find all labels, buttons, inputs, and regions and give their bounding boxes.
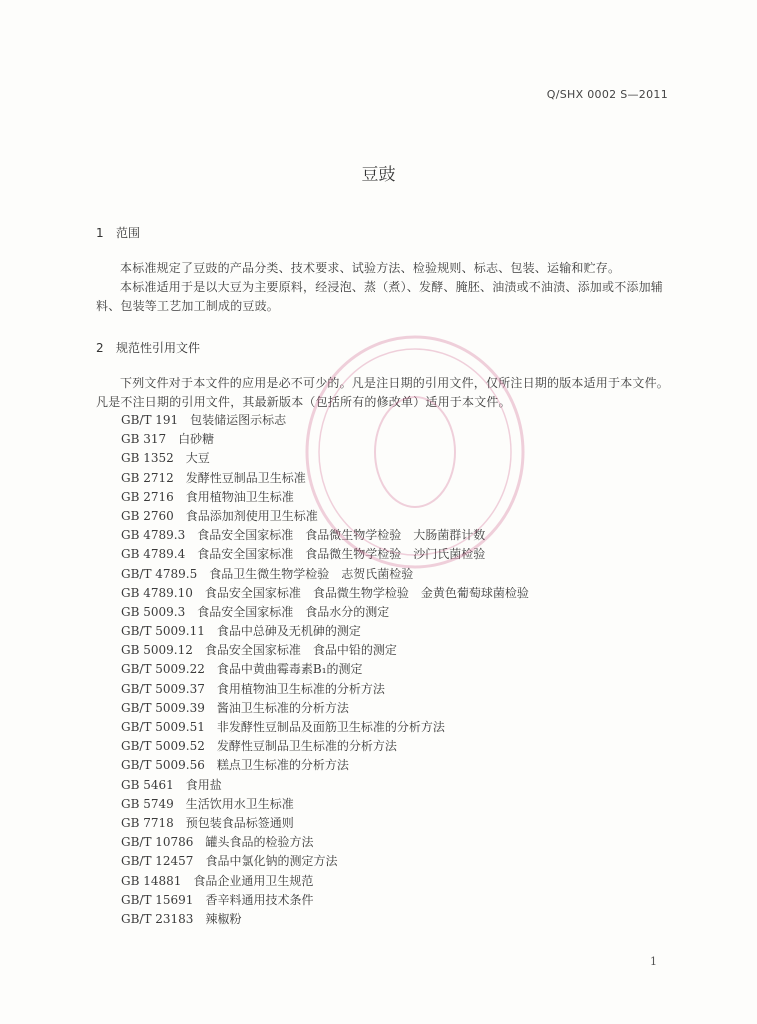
reference-id: GB/T 5009.51 [121,720,205,734]
reference-item [121,603,529,622]
page-title: 豆豉 [361,165,396,185]
reference-item [121,872,529,891]
scope-paragraph-1: 本标准规定了豆豉的产品分类、技术要求、试验方法、检验规则、标志、包装、运输和贮存。 [120,261,621,275]
reference-name: 食品添加剂使用卫生标准 [185,508,318,523]
reference-name: 罐头食品的检验方法 [205,835,314,850]
reference-item [121,449,529,468]
reference-item [121,795,529,814]
reference-name: 食品安全国家标准 食品微生物学检验 金黄色葡萄球菌检验 [204,585,529,600]
reference-id: GB/T 5009.52 [121,739,205,754]
scope-paragraph-2: 本标准适用于是以大豆为主要原料，经浸泡、蒸（煮）、发酵、腌胚、油渍或不油渍、添加或不添加辅料、包装等工艺加工制成的豆豉。 [96,280,664,313]
reference-item [121,526,529,545]
reference-id: GB 2716 [121,489,174,504]
reference-id: GB/T 4789.5 [121,566,198,581]
reference-name: 非发酵性豆制品及面筋卫生标准的分析方法 [216,720,445,734]
reference-item [121,507,529,526]
reference-id: GB 5749 [121,796,174,811]
reference-id: GB 2760 [121,508,174,523]
reference-name: 生活饮用水卫生标准 [185,796,294,811]
reference-name: 食品安全国家标准 食品中铅的测定 [204,643,397,658]
reference-item [121,814,529,833]
section-2-number: 2 [96,341,104,355]
reference-item [121,891,529,910]
reference-item [121,488,529,507]
section-1-number: 1 [96,226,104,240]
reference-id: GB/T 5009.37 [121,681,205,696]
reference-name: 发酵性豆制品卫生标准的分析方法 [216,739,397,754]
reference-name: 大豆 [185,451,210,466]
reference-id: GB 2712 [121,470,174,485]
reference-id: GB 5009.12 [121,643,193,658]
reference-id: GB 7718 [121,815,174,830]
reference-name: 食品安全国家标准 食品微生物学检验 沙门氏菌检验 [197,547,486,562]
reference-id: GB 4789.3 [121,528,186,543]
references-intro: 下列文件对于本文件的应用是必不可少的。凡是注日期的引用文件，仅所注日期的版本适用于本文件。凡是不注日期的引用文件，其最新版本（包括所有的修改单）适用于本文件。 [96,376,670,409]
reference-id: GB/T 23183 [121,911,194,926]
reference-item [121,737,529,756]
reference-item [121,699,529,718]
reference-name: 食品中总砷及无机砷的测定 [216,624,361,639]
reference-item [121,469,529,488]
reference-id: GB 4789.4 [121,547,186,562]
reference-name: 食品卫生微生物学检验 志贺氏菌检验 [209,566,414,581]
reference-id: GB 1352 [121,451,174,466]
reference-id: GB 317 [121,432,167,447]
reference-name: 食用植物油卫生标准 [185,489,294,504]
reference-id: GB/T 5009.56 [121,758,205,773]
section-2-title: 规范性引用文件 [116,341,201,355]
reference-name: 辣椒粉 [205,911,242,926]
page-number: 1 [650,955,657,968]
reference-id: GB 14881 [121,873,182,888]
reference-name: 白砂糖 [178,432,215,447]
reference-name: 发酵性豆制品卫生标准 [185,470,306,485]
reference-item [121,910,529,929]
reference-id: GB 5461 [121,777,174,792]
reference-id: GB 4789.10 [121,585,193,600]
document-code: Q/SHX 0002 S—2011 [546,88,668,101]
reference-item [121,852,529,871]
reference-item [121,680,529,699]
section-1-heading [96,224,140,241]
reference-item [121,565,529,584]
reference-item [121,430,529,449]
reference-id: GB/T 191 [121,413,179,427]
reference-name: 糕点卫生标准的分析方法 [216,758,349,773]
reference-id: GB/T 15691 [121,892,194,907]
reference-id: GB/T 5009.11 [121,624,205,639]
reference-item [121,776,529,795]
reference-name: 酱油卫生标准的分析方法 [216,700,349,715]
reference-id: GB/T 5009.39 [121,700,205,715]
section-1-title: 范围 [116,226,141,240]
reference-id: GB 5009.3 [121,604,186,619]
reference-id: GB/T 10786 [121,835,194,850]
reference-id: GB/T 5009.22 [121,662,205,677]
reference-name: 包装储运图示标志 [190,413,287,427]
reference-name: 食用盐 [185,777,222,792]
reference-name: 预包装食品标签通则 [185,815,294,830]
reference-item [121,622,529,641]
reference-item [121,584,529,603]
reference-item [121,545,529,564]
reference-item [121,833,529,852]
reference-name: 食品中氯化钠的测定方法 [205,854,338,869]
reference-name: 食品企业通用卫生规范 [193,873,314,888]
reference-name: 食品安全国家标准 食品微生物学检验 大肠菌群计数 [197,528,486,543]
reference-list [121,411,529,929]
reference-item [121,756,529,775]
reference-item [121,718,529,737]
section-2-heading [96,339,200,356]
reference-item [121,641,529,660]
reference-id: GB/T 12457 [121,854,194,869]
reference-name: 食品安全国家标准 食品水分的测定 [197,604,390,619]
reference-name: 食用植物油卫生标准的分析方法 [216,681,385,696]
reference-item [121,411,529,430]
reference-item [121,660,529,679]
reference-name: 食品中黄曲霉毒素B₁的测定 [216,662,363,677]
reference-name: 香辛料通用技术条件 [205,892,314,907]
